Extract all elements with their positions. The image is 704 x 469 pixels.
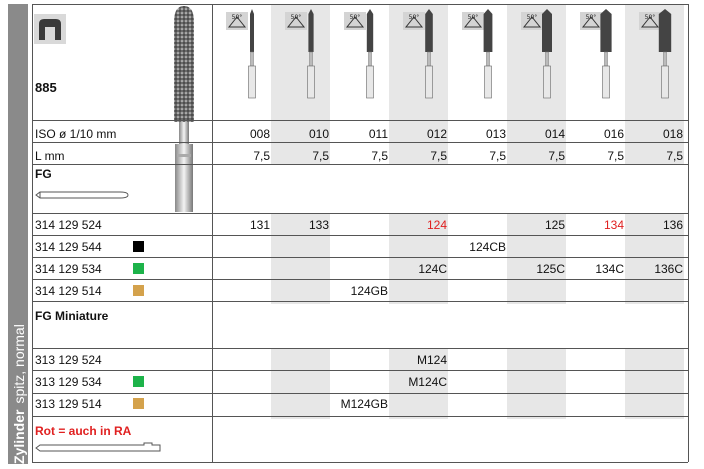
iso-value: 014 <box>544 127 565 141</box>
svg-text:50°: 50° <box>644 14 656 21</box>
product-number: 885 <box>35 80 57 95</box>
order-code: 124 <box>426 218 447 232</box>
iso-value: 010 <box>308 127 329 141</box>
column-bur-thumbnail <box>363 8 377 100</box>
ra-shank-drawing <box>34 440 164 456</box>
column-bur-thumbnail <box>540 8 554 100</box>
svg-text:50°: 50° <box>349 14 361 21</box>
section-fg: FG <box>35 167 52 181</box>
order-code: 124GB <box>350 284 388 298</box>
section-fg-miniature: FG Miniature <box>35 309 109 323</box>
order-code: 125C <box>536 262 565 276</box>
order-code: M124GB <box>340 397 388 411</box>
rot-note: Rot = auch in RA <box>35 424 132 438</box>
fg-row-color-swatch <box>133 241 144 252</box>
length-value: 7,5 <box>666 149 683 163</box>
length-value: 7,5 <box>312 149 329 163</box>
row-divider <box>32 120 688 121</box>
column-bur-thumbnail <box>481 8 495 100</box>
column-bur-thumbnail <box>304 8 318 100</box>
row-divider <box>32 164 688 165</box>
column-bur-thumbnail <box>599 8 613 100</box>
category-normal: spitz, normal <box>11 324 27 404</box>
column-shade <box>507 348 566 419</box>
length-value: 7,5 <box>430 149 447 163</box>
length-value: 7,5 <box>253 149 270 163</box>
tooth-icon <box>34 14 66 44</box>
row-divider <box>32 301 688 302</box>
row-divider <box>32 279 688 280</box>
svg-text:50°: 50° <box>585 14 597 21</box>
iso-value: 008 <box>249 127 270 141</box>
order-code: 131 <box>249 218 270 232</box>
column-bur-thumbnail <box>658 8 672 100</box>
iso-value: 013 <box>485 127 506 141</box>
iso-value: 011 <box>368 127 388 141</box>
large-bur-image <box>165 4 203 214</box>
length-value: 7,5 <box>607 149 624 163</box>
column-shade <box>271 348 330 419</box>
table-border <box>212 4 213 462</box>
order-code: 136C <box>654 262 683 276</box>
column-shade <box>625 348 684 419</box>
row-divider <box>32 370 688 371</box>
length-value: 7,5 <box>548 149 565 163</box>
mini-row-code: 313 129 524 <box>35 353 102 367</box>
length-label: L mm <box>35 149 65 163</box>
order-code: 134C <box>595 262 624 276</box>
order-code: 133 <box>308 218 329 232</box>
svg-text:50°: 50° <box>290 14 302 21</box>
row-divider <box>32 213 688 214</box>
row-divider <box>32 4 688 5</box>
fg-shank-drawing <box>34 188 130 202</box>
length-value: 7,5 <box>489 149 506 163</box>
row-divider <box>32 142 688 143</box>
iso-label: ISO ø 1/10 mm <box>35 127 117 141</box>
svg-text:50°: 50° <box>408 14 420 21</box>
row-divider <box>32 462 688 463</box>
column-bur-thumbnail <box>422 8 436 100</box>
iso-value: 012 <box>426 127 447 141</box>
order-code: 124CB <box>469 240 506 254</box>
fg-row-code: 314 129 534 <box>35 262 102 276</box>
row-divider <box>32 257 688 258</box>
iso-value: 016 <box>603 127 624 141</box>
fg-row-code: 314 129 514 <box>35 284 102 298</box>
order-code: 136 <box>662 218 683 232</box>
order-code: 124C <box>418 262 447 276</box>
row-divider <box>32 348 688 349</box>
row-divider <box>32 235 688 236</box>
row-divider <box>32 416 688 417</box>
table-border <box>688 4 689 462</box>
order-code: 125 <box>544 218 565 232</box>
row-divider <box>32 393 688 394</box>
fg-row-code: 314 129 544 <box>35 240 102 254</box>
category-label <box>9 324 29 464</box>
fg-row-color-swatch <box>133 285 144 296</box>
length-value: 7,5 <box>371 149 388 163</box>
mini-row-color-swatch <box>133 376 144 387</box>
mini-row-code: 313 129 534 <box>35 375 102 389</box>
mini-row-code: 313 129 514 <box>35 397 102 411</box>
mini-row-color-swatch <box>133 398 144 409</box>
column-bur-thumbnail <box>245 8 259 100</box>
fg-row-code: 314 129 524 <box>35 218 102 232</box>
table-border <box>32 4 33 462</box>
fg-row-color-swatch <box>133 263 144 274</box>
svg-text:50°: 50° <box>526 14 538 21</box>
order-code: M124C <box>408 375 447 389</box>
svg-text:50°: 50° <box>467 14 479 21</box>
order-code: 134 <box>603 218 624 232</box>
iso-value: 018 <box>662 127 683 141</box>
order-code: M124 <box>416 353 447 367</box>
category-bold: Zylinder <box>11 409 27 464</box>
svg-text:50°: 50° <box>231 14 243 21</box>
